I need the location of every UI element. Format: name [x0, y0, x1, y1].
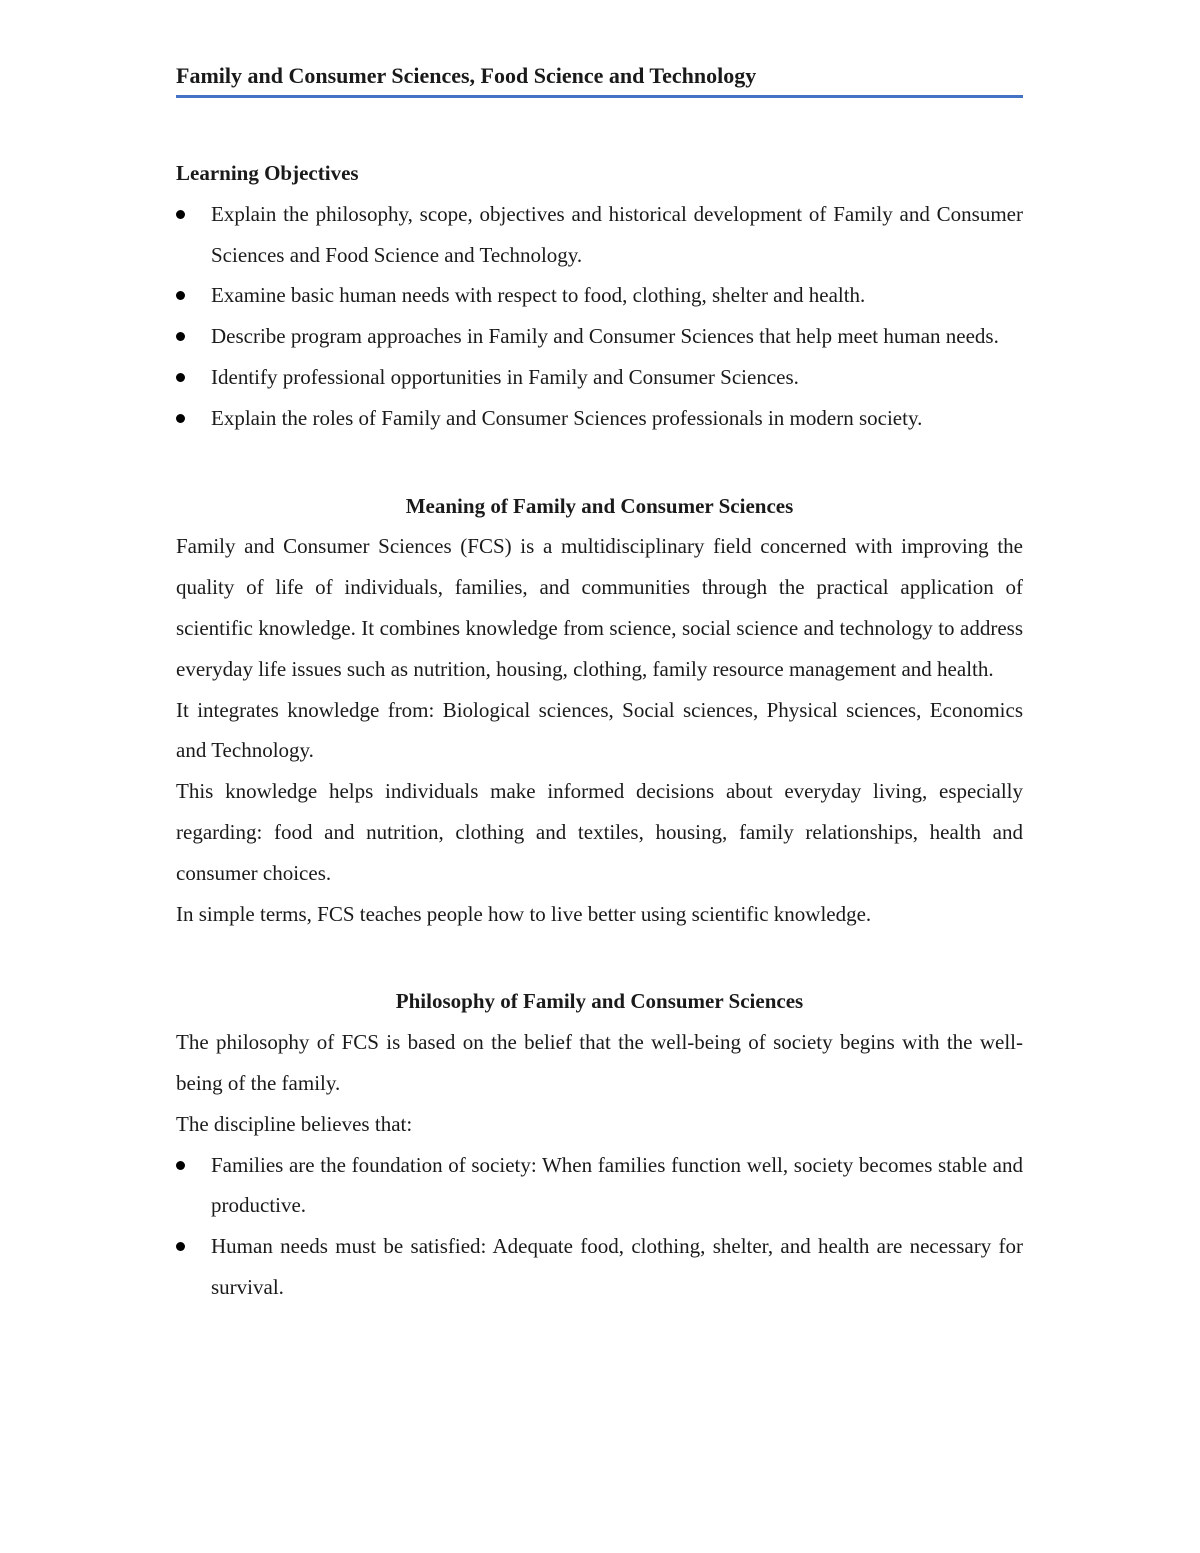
meaning-paragraph: It integrates knowledge from: Biological sciences, Social sciences, Physical sciences, Economics and Technology.	[176, 697, 1023, 763]
list-item-text: Explain the philosophy, scope, objectives and historical development of Family and Consumer Sciences and Food Science and Technology.	[211, 201, 1023, 267]
list-item	[176, 1226, 1023, 1308]
list-item-text: Human needs must be satisfied: Adequate food, clothing, shelter, and health are necessary for survival.	[211, 1234, 1023, 1299]
list-item	[176, 398, 1023, 439]
list-item	[176, 1145, 1023, 1227]
meaning-paragraph: This knowledge helps individuals make informed decisions about everyday living, especially regarding: food and nutrition, clothing and textiles, housing, family relationships, health and consumer choices.	[176, 779, 1023, 885]
list-item-text: Describe program approaches in Family and Consumer Sciences that help meet human needs.	[211, 324, 999, 349]
section-spacer	[176, 439, 1023, 486]
header-rule	[176, 95, 1023, 98]
list-item-text: Families are the foundation of society: When families function well, society becomes stable and productive.	[211, 1152, 1023, 1218]
meaning-heading: Meaning of Family and Consumer Sciences	[405, 493, 794, 518]
list-item-text: Identify professional opportunities in Family and Consumer Sciences.	[211, 364, 799, 389]
bullet-icon	[176, 210, 185, 219]
philosophy-beliefs-list	[176, 1145, 1023, 1308]
bullet-icon	[176, 373, 185, 382]
philosophy-heading: Philosophy of Family and Consumer Sciences	[395, 989, 804, 1014]
list-item-text: Explain the roles of Family and Consumer Sciences professionals in modern society.	[211, 405, 923, 430]
document-body	[176, 153, 1023, 1308]
bullet-icon	[176, 332, 185, 341]
header-title: Family and Consumer Sciences, Food Science and Technology	[176, 63, 757, 88]
meaning-paragraph: In simple terms, FCS teaches people how to live better using scientific knowledge.	[176, 901, 872, 926]
bullet-icon	[176, 1161, 185, 1170]
list-item	[176, 275, 1023, 316]
bullet-icon	[176, 291, 185, 300]
page-header	[176, 60, 1023, 98]
learning-objectives-list	[176, 194, 1023, 439]
list-item	[176, 194, 1023, 276]
bullet-icon	[176, 1242, 185, 1251]
list-item	[176, 316, 1023, 357]
learning-objectives-heading: Learning Objectives	[176, 161, 359, 185]
philosophy-paragraph: The philosophy of FCS is based on the belief that the well-being of society begins with the well-being of the family.	[176, 1030, 1023, 1095]
meaning-paragraph: Family and Consumer Sciences (FCS) is a multidisciplinary field concerned with improving the quality of life of individuals, families, and communities through the practical application of scientific knowledge. It combines knowledge from science, social science and technology to address everyday life issues such as nutrition, housing, clothing, family resource management and health.	[176, 534, 1023, 681]
list-item	[176, 357, 1023, 398]
bullet-icon	[176, 414, 185, 423]
philosophy-paragraph: The discipline believes that:	[176, 1111, 413, 1136]
section-spacer	[176, 934, 1023, 981]
list-item-text: Examine basic human needs with respect to food, clothing, shelter and health.	[211, 283, 866, 308]
